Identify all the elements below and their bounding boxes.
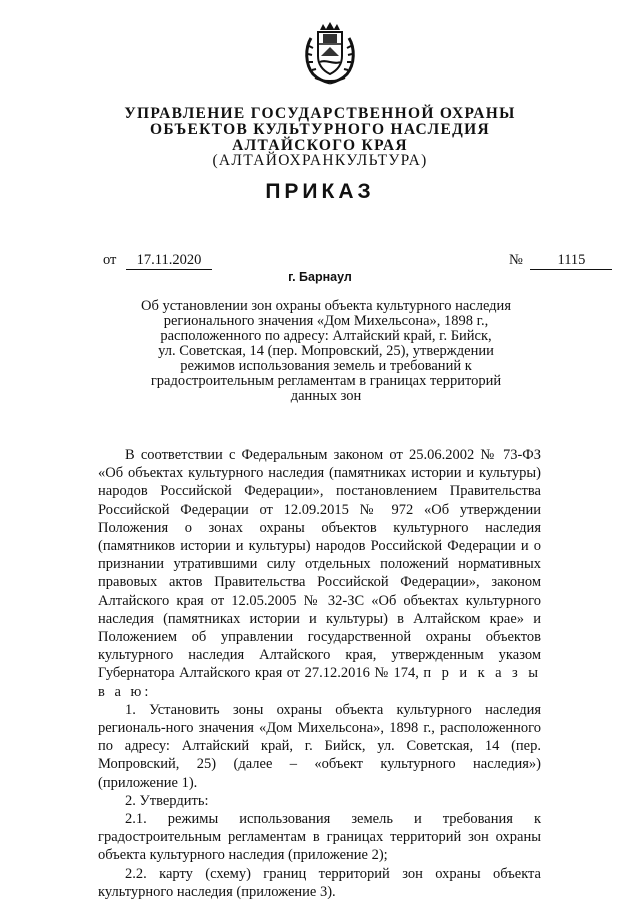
date-value: 17.11.2020	[126, 252, 212, 270]
preamble-paragraph	[98, 446, 541, 701]
subject-line: ул. Советская, 14 (пер. Мопровский, 25), утверждении	[158, 343, 494, 359]
org-name-line-2: ОБЪЕКТОВ КУЛЬТУРНОГО НАСЛЕДИЯ	[150, 121, 490, 138]
number-value: 1115	[530, 252, 612, 270]
coat-of-arms-icon	[303, 20, 357, 86]
document-type-title: ПРИКАЗ	[265, 180, 375, 203]
org-name-line-3: АЛТАЙСКОГО КРАЯ	[232, 137, 408, 154]
subject-line: градостроительным регламентам в границах территорий	[150, 373, 502, 389]
subject-line: Об установлении зон охраны объекта культурного наследия	[141, 298, 511, 314]
org-name-line-1: УПРАВЛЕНИЕ ГОСУДАРСТВЕННОЙ ОХРАНЫ	[124, 105, 516, 122]
order-number	[509, 252, 612, 270]
order-subject	[140, 299, 512, 404]
org-short-name: (АЛТАЙОХРАНКУЛЬТУРА)	[212, 152, 428, 169]
date-prefix: от	[103, 252, 117, 268]
item-2-2: 2.2. карту (схему) границ территорий зон охраны объекта культурного наследия (приложение 3).	[98, 865, 541, 900]
city-name: г. Барнаул	[288, 270, 352, 284]
subject-line: режимов использования земель и требований к	[180, 358, 472, 374]
subject-line: регионального значения «Дом Михельсона», 1898 г.,	[163, 313, 489, 329]
item-2: 2. Утвердить:	[125, 792, 209, 809]
order-body	[98, 446, 541, 901]
subject-line: расположенного по адресу: Алтайский край, г. Бийск,	[160, 328, 492, 344]
order-word: п р и к а з ы в а ю:	[98, 665, 541, 700]
subject-line: данных зон	[290, 388, 362, 404]
item-2-1: 2.1. режимы использования земель и требования к градостроительным регламентам в границах территорий зон охраны объекта культурного наследия (приложение 2);	[98, 811, 541, 864]
item-1: 1. Установить зоны охраны объекта культурного наследия региональ-ного значения «Дом Михельсона», 1898 г., расположенного по адресу: Алтайский край, г. Бийск, ул. Советская, 14 (пер. Мопровский, 25) (далее – «объект культурного наследия») (приложение 1).	[98, 701, 541, 791]
order-date	[103, 252, 212, 270]
number-prefix: №	[509, 252, 523, 268]
preamble-text: В соответствии с Федеральным законом от 25.06.2002 № 73-ФЗ «Об объектах культурного наследия (памятниках истории и культуры) народов Российской Федерации», постановлением Правительства Российской Федерации от 12.09.2015 № 972 «Об утверждении Положения о зонах охраны объектов культурного наследия (памятников истории и культуры) народов Российской Федерации и о признании утратившими силу отдельных положений нормативных правовых актов Правительства Российской Федерации», законом Алтайского края от 12.05.2005 № 32-ЗС «Об объектах культурного наследия (памятниках истории и культуры) в Алтайском крае» и Положением об управлении государственной охраны объектов культурного наследия Алтайского края, утвержденным указом Губернатора Алтайского края от 27.12.2016 № 174,	[98, 447, 541, 682]
